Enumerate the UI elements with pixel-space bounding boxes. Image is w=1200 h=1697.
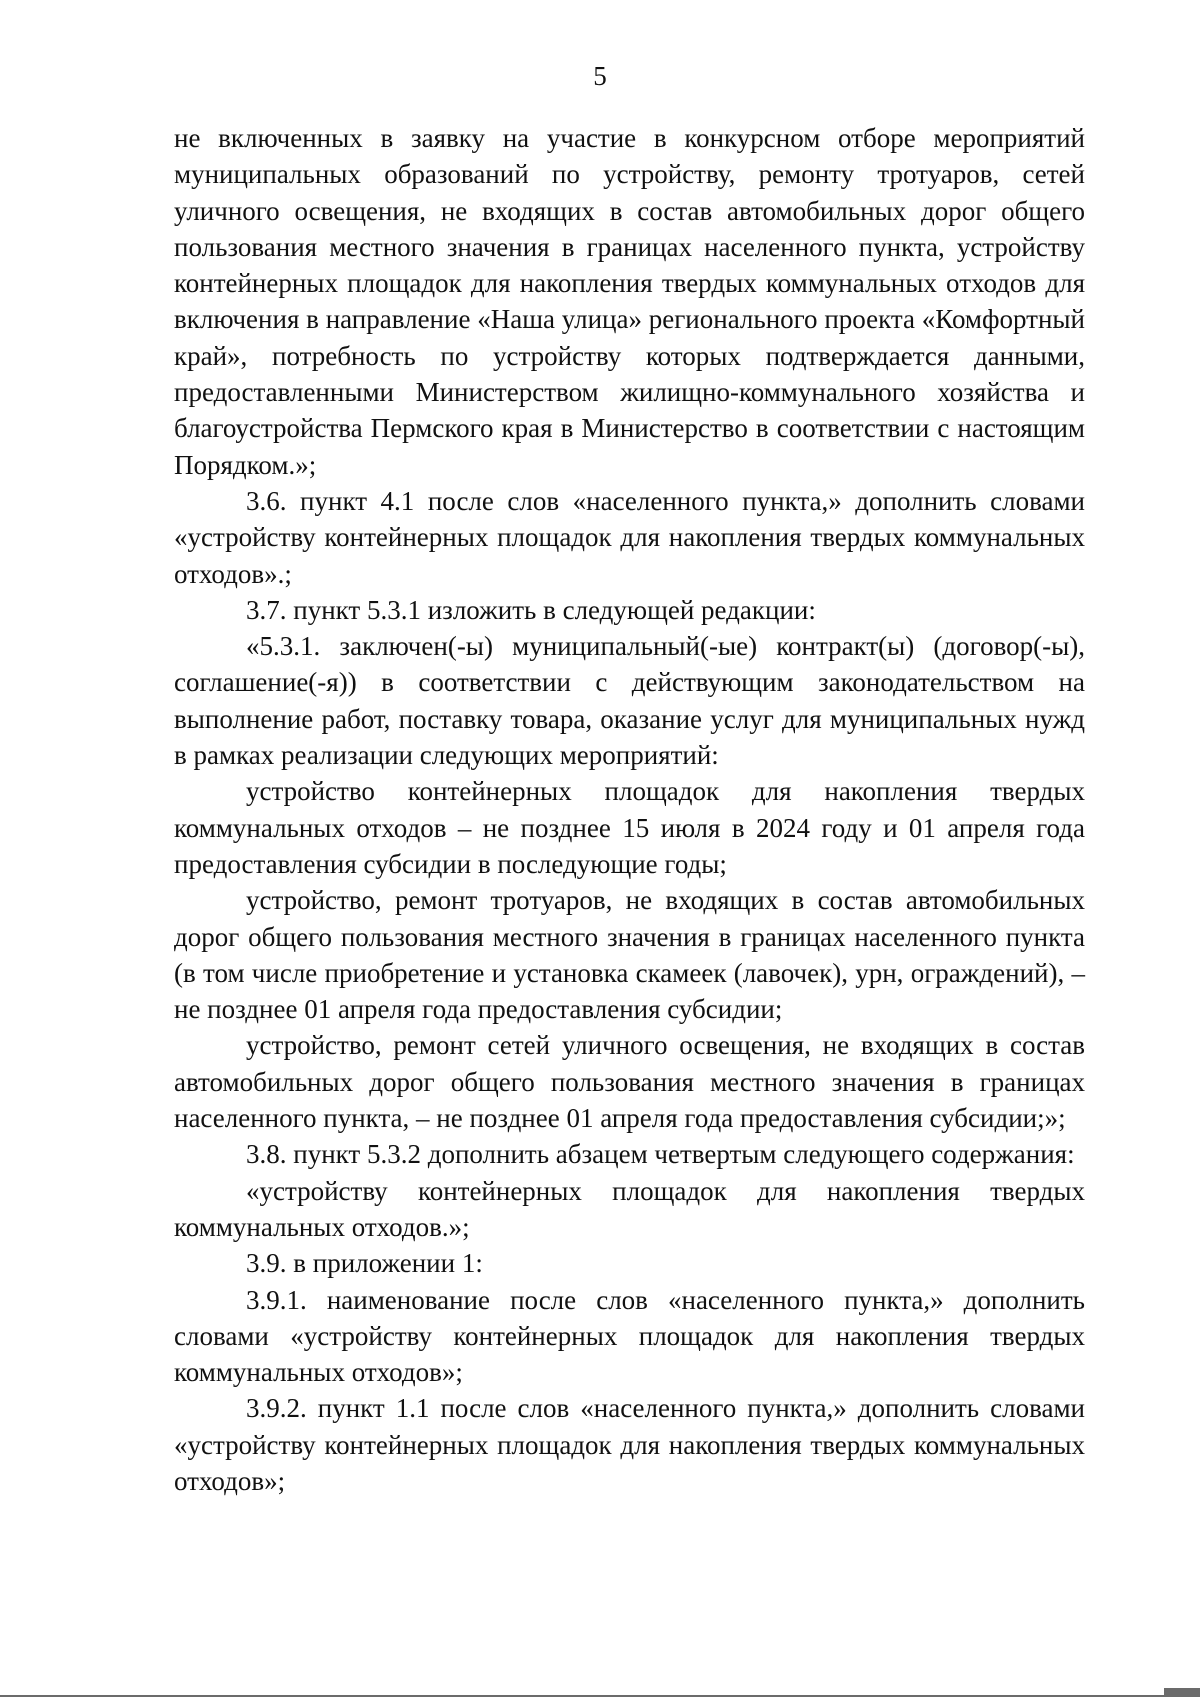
paragraph-quote-containers: «устройству контейнерных площадок для накопления твердых коммунальных отходов.»; xyxy=(174,1175,1085,1242)
paragraph-item-3-8: 3.8. пункт 5.3.2 дополнить абзацем четвертым следующего содержания: xyxy=(246,1139,1075,1170)
paragraph-clause-5-3-1: «5.3.1. заключен(-ы) муниципальный(-ые) контракт(ы) (договор(-ы), соглашение(-я)) в соответствии с действующим законодательством на выполнение работ, поставку товара, оказание услуг для муниципальных нужд в рамках реализации следующих мероприятий: xyxy=(174,631,1085,771)
paragraph-item-3-9: 3.9. в приложении 1: xyxy=(246,1248,483,1279)
paragraph-item-3-9-2: 3.9.2. пункт 1.1 после слов «населенного пункта,» дополнить словами «устройству контейнерных площадок для накопления твердых коммунальных отходов»; xyxy=(174,1393,1085,1496)
paragraph-sidewalks-deadline: устройство, ремонт тротуаров, не входящих в состав автомобильных дорог общего пользования местного значения в границах населенного пункта (в том числе приобретение и установка скамеек (лавочек), урн, ограждений), – не позднее 01 апреля года предоставления субсидии; xyxy=(174,885,1085,1025)
paragraph-item-3-6: 3.6. пункт 4.1 после слов «населенного пункта,» дополнить словами «устройству контейнерных площадок для накопления твердых коммунальных отходов».; xyxy=(174,485,1085,589)
paragraph-item-3-9-1: 3.9.1. наименование после слов «населенного пункта,» дополнить словами «устройству контейнерных площадок для накопления твердых коммунальных отходов»; xyxy=(174,1284,1085,1388)
paragraph-continuation: не включенных в заявку на участие в конкурсном отборе мероприятий муниципальных образований по устройству, ремонту тротуаров, сетей уличного освещения, не входящих в состав автомобильных дорог общего пользования местного значения в границах населенного пункта, устройству контейнерных площадок для накопления твердых коммунальных отходов для включения в направление «Наша улица» регионального проекта «Комфортный край», потребность по устройству которых подтверждается данными, предоставленными Министерством жилищно-коммунального хозяйства и благоустройства Пермского края в Министерство в соответствии с настоящим Порядком.»; xyxy=(174,123,1085,480)
document-body xyxy=(174,120,1085,1499)
paragraph-containers-deadline: устройство контейнерных площадок для накопления твердых коммунальных отходов – не позднее 15 июля в 2024 году и 01 апреля года предоставления субсидии в последующие годы; xyxy=(174,776,1085,879)
scan-edge-corner xyxy=(1164,1688,1200,1697)
paragraph-item-3-7: 3.7. пункт 5.3.1 изложить в следующей редакции: xyxy=(246,594,816,625)
page-number: 5 xyxy=(593,61,607,91)
paragraph-lighting-deadline: устройство, ремонт сетей уличного освещения, не входящих в состав автомобильных дорог общего пользования местного значения в границах населенного пункта, – не позднее 01 апреля года предоставления субсидии;»; xyxy=(174,1030,1085,1134)
